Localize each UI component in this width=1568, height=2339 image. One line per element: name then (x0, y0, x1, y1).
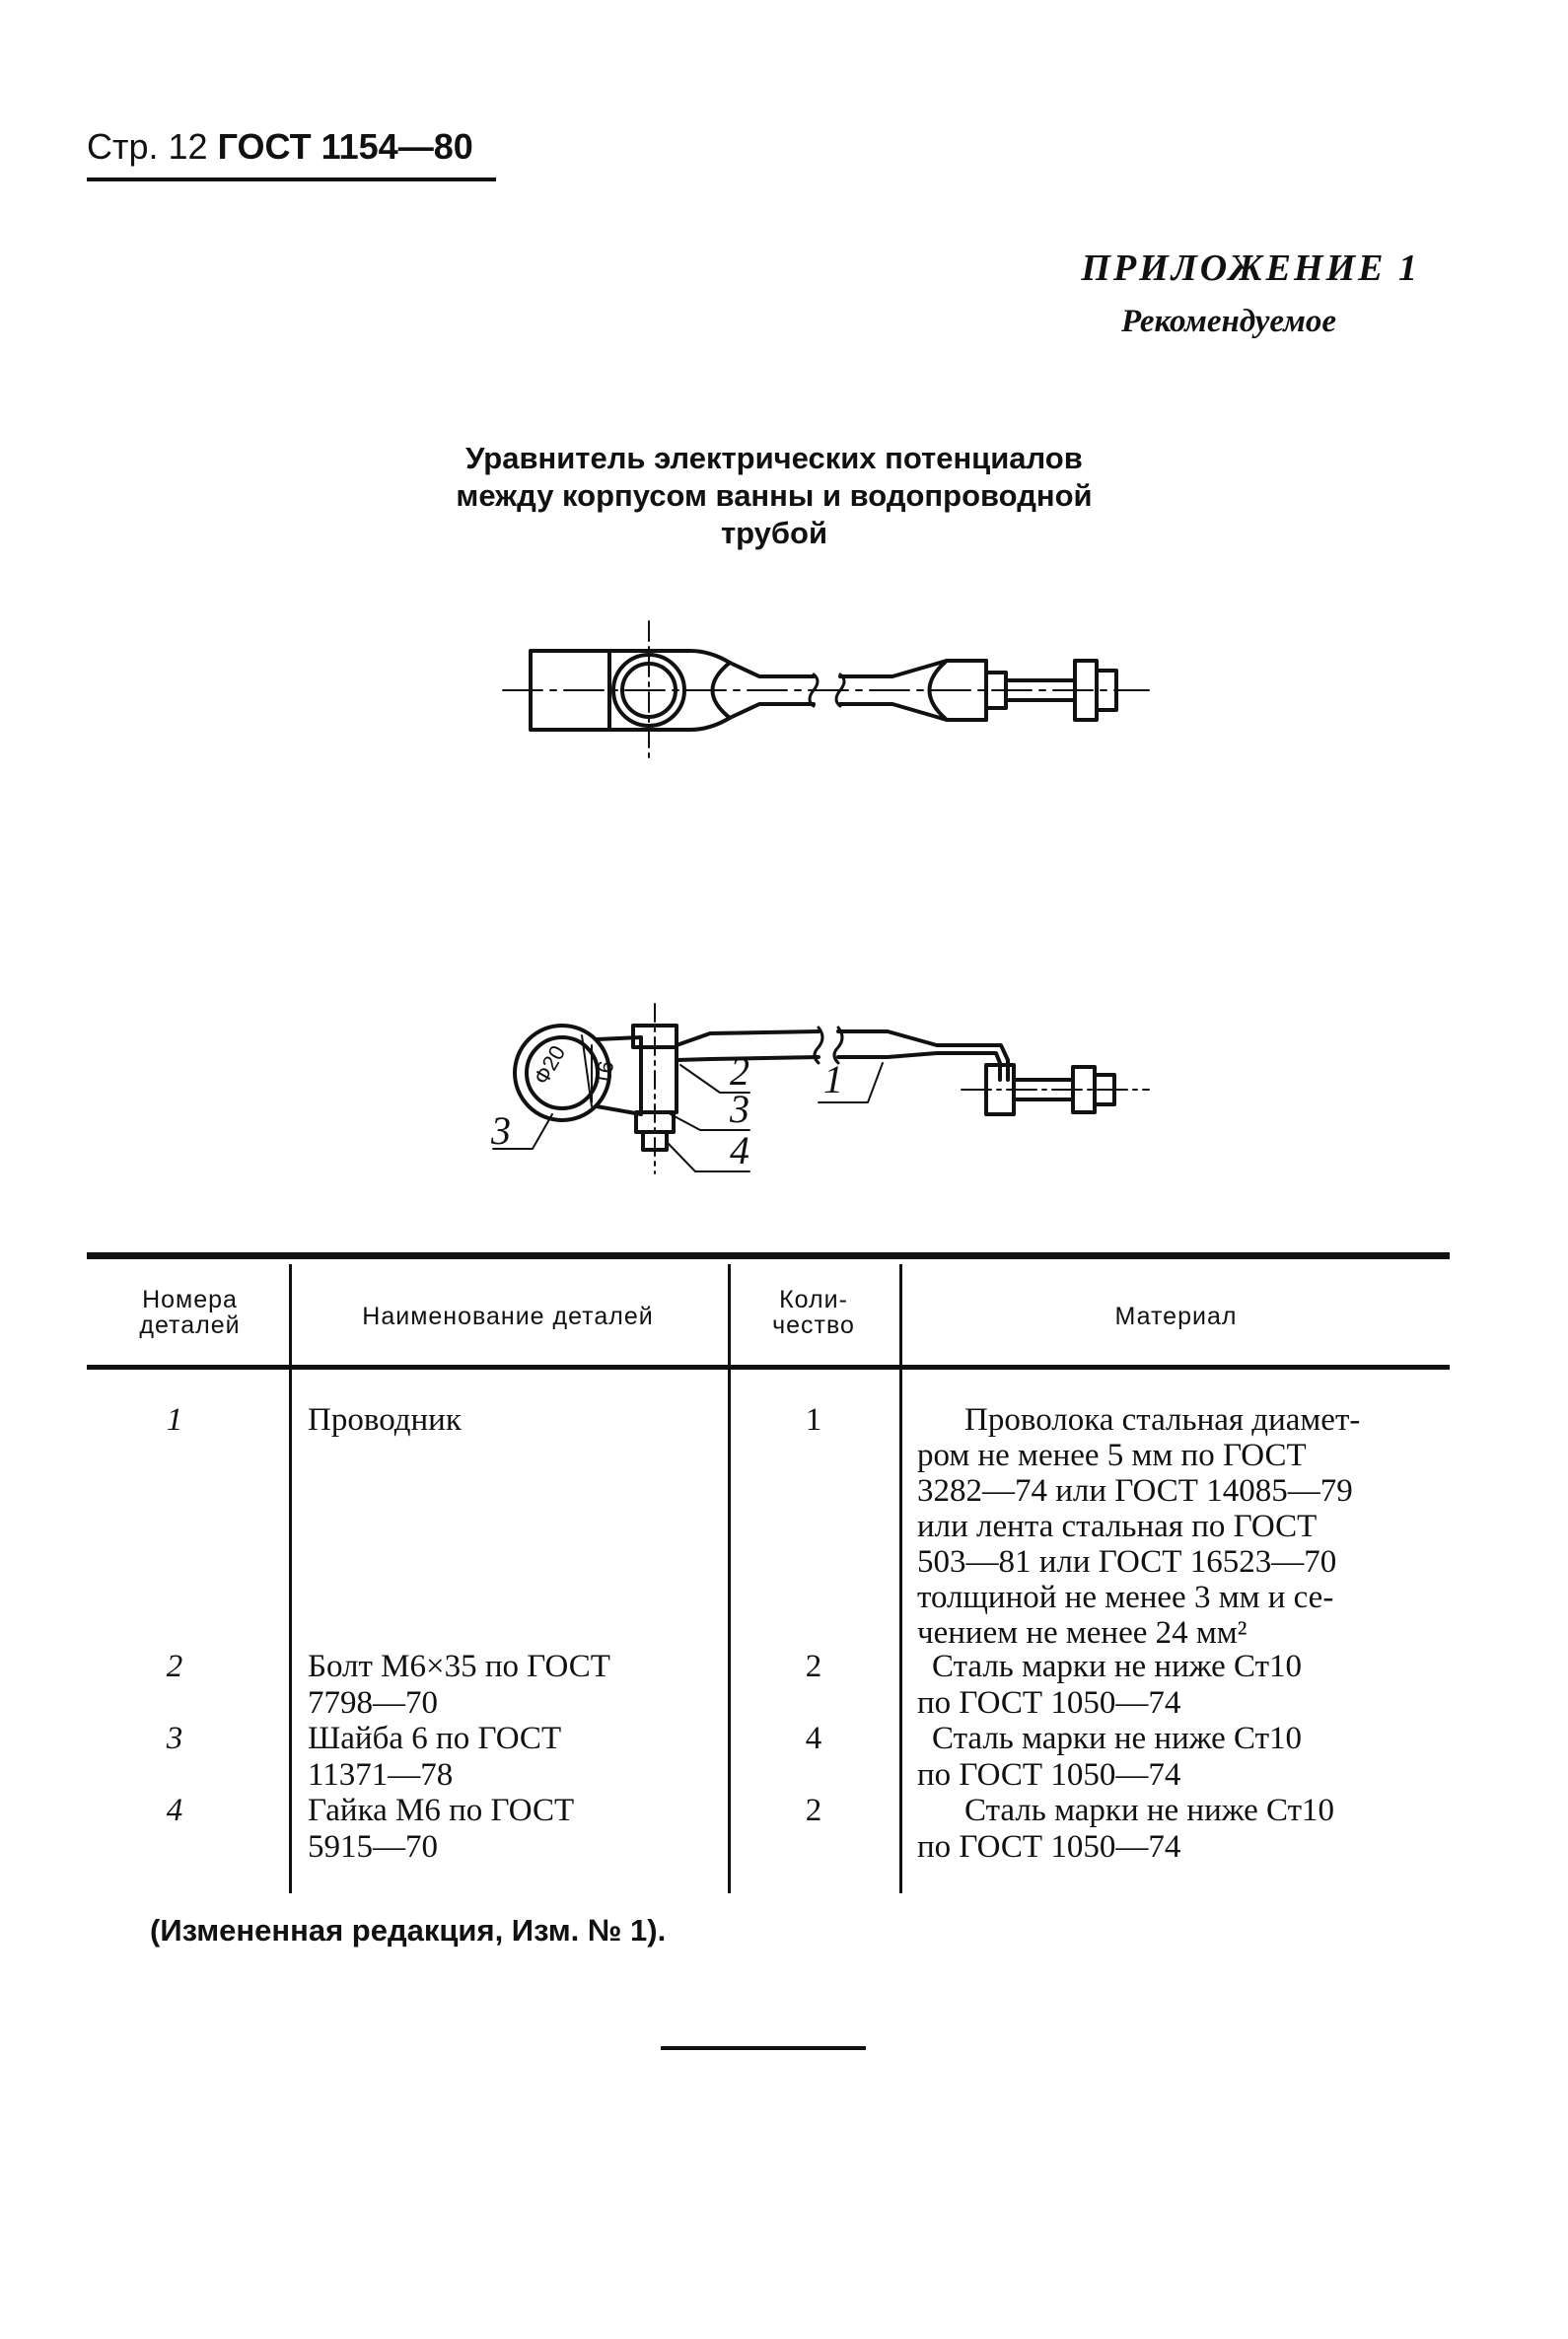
row-material-line: толщиной не менее 3 мм и се- (917, 1580, 1334, 1615)
row-number: 1 (166, 1402, 183, 1438)
row-qty: 1 (805, 1402, 822, 1438)
row-name-line: 11371—78 (308, 1757, 454, 1793)
col-divider (289, 1377, 292, 1893)
row-qty: 2 (805, 1649, 822, 1684)
page-number: Стр. 12 (87, 126, 208, 167)
row-qty: 2 (805, 1793, 822, 1828)
header-name: Наименование деталей (362, 1303, 654, 1330)
callout-2: 2 (730, 1049, 749, 1094)
row-material (917, 1793, 1455, 1866)
row-material-line: Сталь марки не ниже Ст10 (932, 1721, 1302, 1756)
row-name (308, 1402, 732, 1439)
table-top-rule (87, 1252, 1450, 1259)
row-material-line: по ГОСТ 1050—74 (917, 1829, 1181, 1865)
header-text: Номера (142, 1286, 238, 1313)
row-material-line: 503—81 или ГОСТ 16523—70 (917, 1544, 1337, 1580)
dim-diameter: Ф20 (529, 1040, 571, 1090)
row-number: 2 (166, 1649, 183, 1684)
callout-3b: 3 (730, 1087, 749, 1131)
col-divider (289, 1264, 292, 1382)
row-material-line: по ГОСТ 1050—74 (917, 1757, 1181, 1793)
callout-4: 4 (730, 1128, 749, 1172)
col-divider (899, 1377, 902, 1893)
row-number: 3 (166, 1721, 183, 1756)
callout-1: 1 (823, 1057, 843, 1101)
callout-3a: 3 (491, 1108, 511, 1153)
row-name-line: 5915—70 (308, 1829, 438, 1865)
row-material-line: 3282—74 или ГОСТ 14085—79 (917, 1473, 1353, 1509)
row-name-line: Шайба 6 по ГОСТ (308, 1721, 562, 1756)
figure-title-line: между корпусом ванны и водопроводной (456, 478, 1093, 513)
row-number: 4 (166, 1793, 183, 1828)
row-material-line: Сталь марки не ниже Ст10 (932, 1649, 1302, 1684)
row-material-line: чением не менее 24 мм² (917, 1615, 1247, 1651)
row-material-line: или лента стальная по ГОСТ (917, 1509, 1318, 1544)
row-name-line: Проводник (308, 1402, 462, 1438)
row-material (917, 1649, 1455, 1722)
header-number (99, 1287, 281, 1338)
amendment-note: (Измененная редакция, Изм. № 1). (150, 1913, 667, 1948)
row-name-line: Гайка М6 по ГОСТ (308, 1793, 575, 1828)
appendix-title: ПРИЛОЖЕНИЕ 1 (1081, 248, 1420, 289)
header-material: Материал (1114, 1303, 1238, 1330)
standard-number: ГОСТ 1154—80 (217, 126, 473, 167)
row-name (308, 1649, 732, 1722)
row-name (308, 1793, 732, 1866)
row-name (308, 1721, 732, 1794)
col-divider (899, 1264, 902, 1382)
row-name-line: Болт М6×35 по ГОСТ (308, 1649, 610, 1684)
figure-title-line: трубой (720, 516, 828, 550)
row-material-line: по ГОСТ 1050—74 (917, 1685, 1181, 1721)
row-material (917, 1721, 1455, 1794)
header-text: Коли- (779, 1286, 848, 1313)
clamp-side-view (493, 1004, 1149, 1173)
dim-height: 16 (590, 1058, 619, 1088)
row-material (917, 1402, 1455, 1651)
row-qty: 4 (805, 1721, 822, 1756)
header-qty (735, 1287, 892, 1338)
appendix-status: Рекомендуемое (1120, 304, 1336, 339)
row-material-line: Сталь марки не ниже Ст10 (964, 1793, 1334, 1828)
header-text: чество (772, 1311, 855, 1339)
row-material-line: Проволока стальная диамет- (964, 1402, 1361, 1438)
end-rule (661, 2046, 866, 2050)
header-text: деталей (139, 1311, 241, 1339)
row-name-line: 7798—70 (308, 1685, 438, 1721)
figure-title-line: Уравнитель электрических потенциалов (465, 441, 1083, 475)
col-divider (728, 1264, 731, 1382)
row-material-line: ром не менее 5 мм по ГОСТ (917, 1438, 1307, 1473)
